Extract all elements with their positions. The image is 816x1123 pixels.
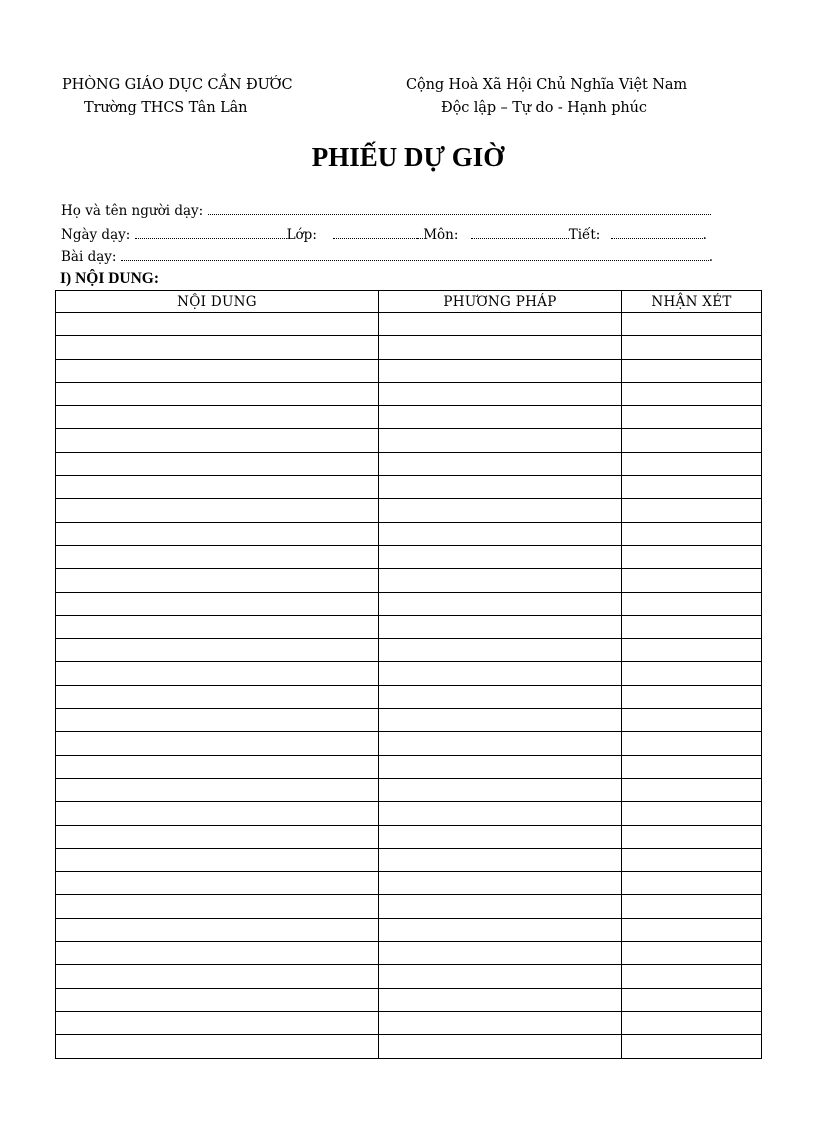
content-cell[interactable] (56, 825, 379, 848)
method-cell[interactable] (379, 406, 622, 429)
method-cell[interactable] (379, 592, 622, 615)
comment-cell[interactable] (622, 965, 762, 988)
table-row (56, 988, 762, 1011)
table-row (56, 545, 762, 568)
table-row (56, 872, 762, 895)
method-cell[interactable] (379, 988, 622, 1011)
content-cell[interactable] (56, 732, 379, 755)
lesson-field[interactable] (61, 249, 713, 265)
end-mark: . (708, 249, 714, 265)
comment-cell[interactable] (622, 755, 762, 778)
method-cell[interactable] (379, 848, 622, 871)
table-row (56, 1011, 762, 1034)
table-row (56, 732, 762, 755)
table-row (56, 615, 762, 638)
comment-cell[interactable] (622, 569, 762, 592)
school-name: Trường THCS Tân Lân (84, 100, 248, 116)
table-row (56, 965, 762, 988)
content-cell[interactable] (56, 662, 379, 685)
comment-cell[interactable] (622, 662, 762, 685)
comment-cell[interactable] (622, 732, 762, 755)
comment-cell[interactable] (622, 1035, 762, 1058)
country-name: Cộng Hoà Xã Hội Chủ Nghĩa Việt Nam (406, 77, 688, 93)
comment-cell[interactable] (622, 685, 762, 708)
date-row (61, 227, 707, 243)
method-cell[interactable] (379, 336, 622, 359)
content-cell[interactable] (56, 359, 379, 382)
table-row (56, 476, 762, 499)
content-cell[interactable] (56, 313, 379, 336)
method-cell[interactable] (379, 872, 622, 895)
comment-cell[interactable] (622, 709, 762, 732)
method-cell[interactable] (379, 755, 622, 778)
table-row (56, 942, 762, 965)
section-heading: I) NỘI DUNG: (60, 270, 160, 287)
content-cell[interactable] (56, 429, 379, 452)
comment-cell[interactable] (622, 1011, 762, 1034)
comment-cell[interactable] (622, 942, 762, 965)
content-cell[interactable] (56, 336, 379, 359)
table-row (56, 382, 762, 405)
table-row (56, 406, 762, 429)
comment-cell[interactable] (622, 452, 762, 475)
comment-cell[interactable] (622, 848, 762, 871)
content-cell[interactable] (56, 942, 379, 965)
table-row (56, 755, 762, 778)
observation-table (55, 290, 762, 1059)
method-cell[interactable] (379, 732, 622, 755)
comment-cell[interactable] (622, 778, 762, 801)
method-cell[interactable] (379, 825, 622, 848)
content-cell[interactable] (56, 872, 379, 895)
content-cell[interactable] (56, 406, 379, 429)
comment-cell[interactable] (622, 499, 762, 522)
period-blank[interactable] (611, 237, 703, 239)
content-cell[interactable] (56, 382, 379, 405)
content-cell[interactable] (56, 778, 379, 801)
department-name: PHÒNG GIÁO DỤC CẦN ĐƯỚC (62, 77, 293, 93)
comment-cell[interactable] (622, 895, 762, 918)
comment-cell[interactable] (622, 639, 762, 662)
method-cell[interactable] (379, 685, 622, 708)
comment-cell[interactable] (622, 359, 762, 382)
table-row (56, 359, 762, 382)
method-cell[interactable] (379, 545, 622, 568)
method-cell[interactable] (379, 313, 622, 336)
content-cell[interactable] (56, 522, 379, 545)
column-header-comment: NHẬN XÉT (622, 291, 762, 313)
table-row (56, 313, 762, 336)
content-cell[interactable] (56, 755, 379, 778)
comment-cell[interactable] (622, 825, 762, 848)
column-header-content: NỘI DUNG (56, 291, 379, 313)
method-cell[interactable] (379, 499, 622, 522)
teacher-label: Họ và tên người dạy: (61, 203, 204, 219)
method-cell[interactable] (379, 942, 622, 965)
table-row (56, 662, 762, 685)
method-cell[interactable] (379, 662, 622, 685)
comment-cell[interactable] (622, 382, 762, 405)
content-cell[interactable] (56, 569, 379, 592)
column-header-method: PHƯƠNG PHÁP (379, 291, 622, 313)
table-row (56, 429, 762, 452)
comment-cell[interactable] (622, 429, 762, 452)
table-row (56, 522, 762, 545)
content-cell[interactable] (56, 848, 379, 871)
table-row (56, 1035, 762, 1058)
teacher-field[interactable] (61, 203, 711, 219)
comment-cell[interactable] (622, 313, 762, 336)
national-motto: Độc lập – Tự do - Hạnh phúc (441, 100, 647, 116)
content-cell[interactable] (56, 615, 379, 638)
subject-label: Môn: (423, 227, 459, 243)
content-cell[interactable] (56, 685, 379, 708)
table-row (56, 918, 762, 941)
content-cell[interactable] (56, 1035, 379, 1058)
comment-cell[interactable] (622, 336, 762, 359)
table-row (56, 499, 762, 522)
content-cell[interactable] (56, 545, 379, 568)
content-cell[interactable] (56, 802, 379, 825)
method-cell[interactable] (379, 778, 622, 801)
table-row (56, 848, 762, 871)
table-row (56, 685, 762, 708)
end-mark: . (702, 227, 707, 243)
comment-cell[interactable] (622, 406, 762, 429)
content-cell[interactable] (56, 988, 379, 1011)
method-cell[interactable] (379, 1011, 622, 1034)
table-row (56, 336, 762, 359)
content-cell[interactable] (56, 452, 379, 475)
method-cell[interactable] (379, 709, 622, 732)
teacher-blank[interactable] (208, 213, 711, 215)
method-cell[interactable] (379, 918, 622, 941)
comment-cell[interactable] (622, 476, 762, 499)
content-cell[interactable] (56, 918, 379, 941)
page-title: PHIẾU DỰ GIỜ (311, 142, 505, 172)
method-cell[interactable] (379, 359, 622, 382)
method-cell[interactable] (379, 429, 622, 452)
method-cell[interactable] (379, 382, 622, 405)
method-cell[interactable] (379, 1035, 622, 1058)
method-cell[interactable] (379, 522, 622, 545)
content-cell[interactable] (56, 476, 379, 499)
comment-cell[interactable] (622, 545, 762, 568)
table-header-row (56, 291, 762, 313)
date-label: Ngày dạy: (61, 227, 131, 243)
method-cell[interactable] (379, 615, 622, 638)
method-cell[interactable] (379, 639, 622, 662)
date-blank[interactable] (135, 237, 287, 239)
method-cell[interactable] (379, 569, 622, 592)
content-cell[interactable] (56, 895, 379, 918)
method-cell[interactable] (379, 965, 622, 988)
table-row (56, 802, 762, 825)
comment-cell[interactable] (622, 802, 762, 825)
content-cell[interactable] (56, 1011, 379, 1034)
content-cell[interactable] (56, 709, 379, 732)
content-cell[interactable] (56, 592, 379, 615)
comment-cell[interactable] (622, 592, 762, 615)
content-cell[interactable] (56, 499, 379, 522)
method-cell[interactable] (379, 895, 622, 918)
content-cell[interactable] (56, 639, 379, 662)
table-row (56, 592, 762, 615)
content-cell[interactable] (56, 965, 379, 988)
comment-cell[interactable] (622, 522, 762, 545)
comment-cell[interactable] (622, 615, 762, 638)
method-cell[interactable] (379, 802, 622, 825)
table-row (56, 639, 762, 662)
table-row (56, 825, 762, 848)
comment-cell[interactable] (622, 988, 762, 1011)
comment-cell[interactable] (622, 872, 762, 895)
table-row (56, 778, 762, 801)
class-label: Lớp: (286, 227, 317, 243)
comment-cell[interactable] (622, 918, 762, 941)
method-cell[interactable] (379, 476, 622, 499)
table-row (56, 709, 762, 732)
method-cell[interactable] (379, 452, 622, 475)
class-blank[interactable] (333, 237, 417, 239)
table-row (56, 569, 762, 592)
subject-blank[interactable] (471, 237, 569, 239)
table-row (56, 452, 762, 475)
period-label: Tiết: (568, 227, 601, 243)
table-row (56, 895, 762, 918)
lesson-blank[interactable] (121, 259, 709, 261)
lesson-label: Bài dạy: (61, 249, 117, 265)
